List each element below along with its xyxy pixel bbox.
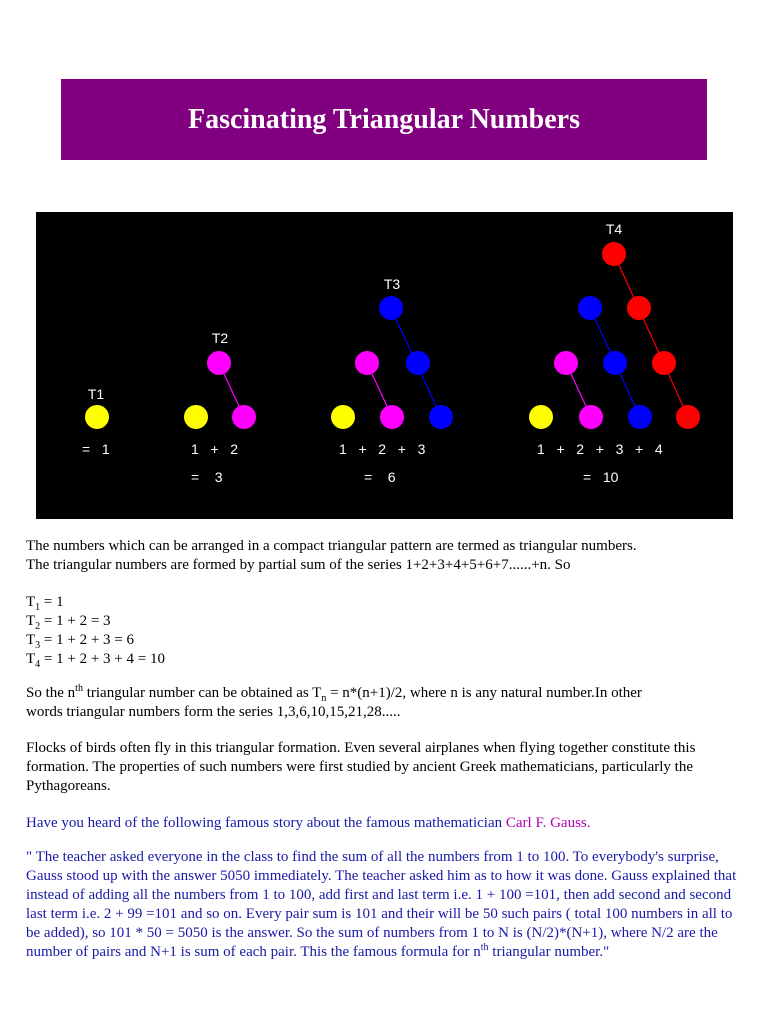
equation-t1: $T_1 = 1$ bbox=[26, 594, 64, 613]
dot-t3-mid-left bbox=[355, 351, 379, 375]
page-title: Fascinating Triangular Numbers bbox=[187, 103, 581, 135]
title-banner bbox=[61, 79, 707, 160]
nth-paragraph bbox=[26, 684, 746, 722]
dot-t3-3 bbox=[429, 405, 453, 429]
story-text: " The teacher asked everyone in the class to find the sum of all the numbers from 1 to 100. To everybody's surprise, Gauss stood up with the answer 5050 immediately. The teacher asked him as to how it was done. Gauss explained that instead of adding all the numbers from 1 to 100, add first and last term i.e. 1 + 100 =101, then add second and second last term i.e. 2 + 99 =101 and so on. Every pair sum is 101 and their will be 50 such pairs ( total 100 numbers in all to be added), so 101 * 50 = 5050 is the answer. So the sum of numbers from 1 to N is (N/2)*(N+1), where N/2 are the number of pairs and N+1 is sum of each pair. This the famous formula for $n^{th}$ triangular number." bbox=[26, 849, 737, 960]
gauss-name: Carl F. Gauss. bbox=[505, 815, 591, 831]
gauss-story bbox=[26, 848, 740, 962]
dot-t4-r3-2 bbox=[603, 351, 627, 375]
dot-t1-1 bbox=[85, 405, 109, 429]
nth-line-2: words triangular numbers form the series 1,3,6,10,15,21,28..... bbox=[26, 704, 401, 720]
dot-t4-r3-1 bbox=[554, 351, 578, 375]
intro-line-2: The triangular numbers are formed by partial sum of the series 1+2+3+4+5+6+7......+n. So bbox=[26, 557, 571, 573]
dot-t4-r2-right bbox=[627, 296, 651, 320]
label-t2: T2 bbox=[211, 330, 229, 346]
dot-t4-r2-left bbox=[578, 296, 602, 320]
dot-t4-1 bbox=[529, 405, 553, 429]
equation-t2: $T_2 = 1 + 2 = 3$ bbox=[26, 613, 111, 632]
equation-t4: $T_4 = 1 + 2 + 3 + 4 = 10$ bbox=[26, 651, 165, 670]
flocks-text: Flocks of birds often fly in this triangular formation. Even several airplanes when flying together constitute this formation. The properties of such numbers were first studied by ancient Greek mathematicians, particularly the Pythagoreans. bbox=[26, 740, 696, 794]
sum-t2: 1 + 2 bbox=[191, 441, 239, 457]
res-t2: = 3 bbox=[191, 469, 223, 485]
triangular-numbers-figure bbox=[36, 212, 733, 519]
dot-t4-4 bbox=[676, 405, 700, 429]
eq-t1: = 1 bbox=[82, 441, 110, 457]
intro-paragraph bbox=[26, 537, 746, 575]
question-line: Have you heard of the following famous story about the famous mathematician Carl F. Gauss. bbox=[26, 815, 591, 831]
equations-block bbox=[26, 593, 746, 669]
equation-t3: $T_3 = 1 + 2 + 3 = 6$ bbox=[26, 632, 135, 651]
nth-line-1: So the $n^{th}$ triangular number can be obtained as $T_n = n*(n+1)/2$, where n is any natural number.In other bbox=[26, 683, 642, 704]
dot-t2-1 bbox=[184, 405, 208, 429]
dot-t2-2 bbox=[232, 405, 256, 429]
label-t1: T1 bbox=[87, 386, 105, 402]
dot-t3-1 bbox=[331, 405, 355, 429]
dot-t2-top bbox=[207, 351, 231, 375]
sum-t4: 1 + 2 + 3 + 4 bbox=[537, 441, 663, 457]
dot-t4-2 bbox=[579, 405, 603, 429]
flocks-paragraph bbox=[26, 739, 726, 796]
dot-t4-3 bbox=[628, 405, 652, 429]
triangular-diagram bbox=[36, 212, 733, 519]
dot-t4-top bbox=[602, 242, 626, 266]
link-t4-red bbox=[614, 254, 688, 417]
label-t3: T3 bbox=[383, 276, 401, 292]
dot-t3-2 bbox=[380, 405, 404, 429]
sum-t3: 1 + 2 + 3 bbox=[339, 441, 426, 457]
res-t4: = 10 bbox=[583, 469, 619, 485]
gauss-question bbox=[26, 814, 746, 833]
dot-t3-mid-right bbox=[406, 351, 430, 375]
label-t4: T4 bbox=[605, 221, 623, 237]
res-t3: = 6 bbox=[364, 469, 396, 485]
dot-t4-r3-3 bbox=[652, 351, 676, 375]
intro-line-1: The numbers which can be arranged in a compact triangular pattern are termed as triangular numbers. bbox=[26, 538, 637, 554]
dot-t3-top bbox=[379, 296, 403, 320]
